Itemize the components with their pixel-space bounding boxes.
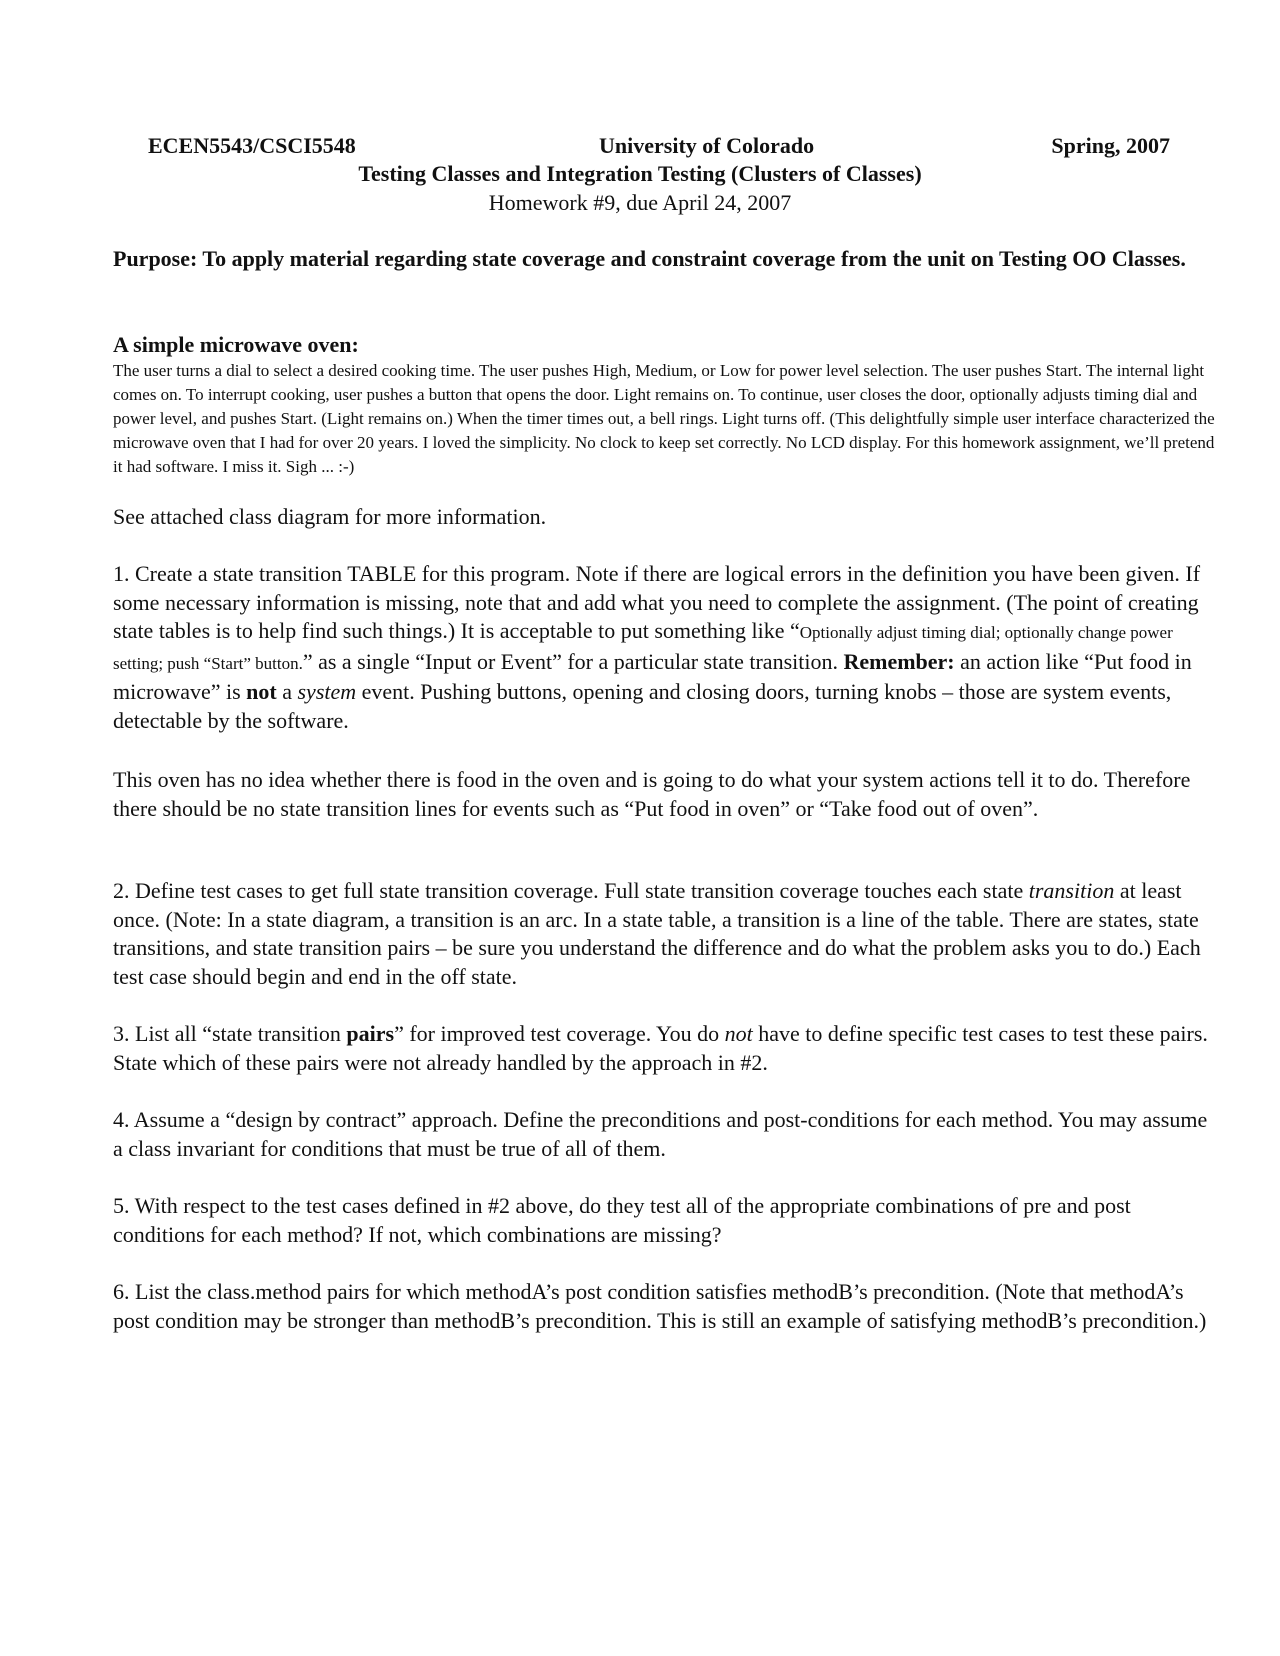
term: Spring, 2007 [1051,133,1170,158]
q1-text-e: event. Pushing buttons, opening and closing doors, turning knobs – those are system events, detectable by the software. [113,679,1172,733]
q3-text-c: have to define specific test cases to test these pairs. State which of these pairs were not already handled by the approach in #2. [113,1021,1208,1075]
q2-transition: transition [1028,878,1115,903]
q1-not: not [246,679,277,704]
q2-text-a: 2. Define test cases to get full state transition coverage. Full state transition coverage touches each state [113,878,1029,903]
question-4: 4. Assume a “design by contract” approach. Define the preconditions and post-conditions for each method. You may assume a class invariant for conditions that must be true of all of them. [113,1107,1208,1161]
q2-text-b: at least once. (Note: In a state diagram, a transition is an arc. In a state table, a transition is a line of the table. There are states, state transitions, and state transition pairs – be sure you understand the difference and do what the problem asks you to do.) Each test case should begin and end in the off state. [113,878,1201,989]
q1-text-a: 1. Create a state transition TABLE for this program. Note if there are logical errors in the definition you have been given. If some necessary information is missing, note that and add what you need to complete the assignment. (The point of creating state tables is to help find such things.) It is acceptable to put something like “ [113,561,1201,643]
q1-text-c: an action like “Put food in microwave” is [113,648,1192,704]
header-row [0,131,1280,161]
homework-subtitle: Homework #9, due April 24, 2007 [488,190,792,215]
q1-text-b: ” as a single “Input or Event” for a particular state transition. [302,648,844,674]
microwave-description: The user turns a dial to select a desired cooking time. The user pushes High, Medium, or Low for power level selection. The user pushes Start. The internal light comes on. To interrupt cooking, user pushes a button that opens the door. Light remains on. To continue, user closes the door, optionally adjusts timing dial and power level, and pushes Start. (Light remains on.) When the timer times out, a bell rings. Light turns off. (This delightfully simple user interface characterized the microwave oven that I had for over 20 years. I loved the simplicity. No clock to keep set correctly. No LCD display. For this homework assignment, we’ll pretend it had software. I miss it. Sigh ... :-) [113,361,1215,476]
question-3 [113,1020,1213,1077]
q1-system: system [297,679,357,704]
purpose-statement: Purpose: To apply material regarding state coverage and constraint coverage from the unit on Testing OO Classes. [113,246,1186,271]
q1-small-text: Optionally adjust timing dial; optionally change power setting; push “Start” button. [113,623,1173,673]
question-5: 5. With respect to the test cases defined in #2 above, do they test all of the appropriate combinations of pre and post conditions for each method? If not, which combinations are missing? [113,1193,1131,1247]
question-1-paragraph-2: This oven has no idea whether there is food in the oven and is going to do what your system actions tell it to do. Therefore there should be no state transition lines for events such as “Put food in oven” or “Take food out of oven”. [113,767,1191,821]
q1-text-d: a [276,679,298,704]
q1-remember: Remember: [843,648,955,674]
q3-text-b: ” for improved test coverage. You do [394,1021,725,1046]
university-name: University of Colorado [599,133,815,158]
document-title: Testing Classes and Integration Testing (Clusters of Classes) [358,161,922,186]
q3-pairs: pairs [346,1021,395,1046]
course-code: ECEN5543/CSCI5548 [148,133,356,158]
see-attached-note: See attached class diagram for more information. [113,504,547,529]
question-6: 6. List the class.method pairs for which methodA’s post condition satisfies methodB’s precondition. (Note that methodA’s post condition may be stronger than methodB’s precondition. This is still an example of satisfying methodB’s precondition.) [113,1279,1207,1333]
q3-not: not [724,1021,753,1046]
q3-text-a: 3. List all “state transition [113,1021,347,1046]
section-heading: A simple microwave oven: [113,332,359,357]
question-1 [113,560,1213,735]
question-2 [113,877,1213,991]
